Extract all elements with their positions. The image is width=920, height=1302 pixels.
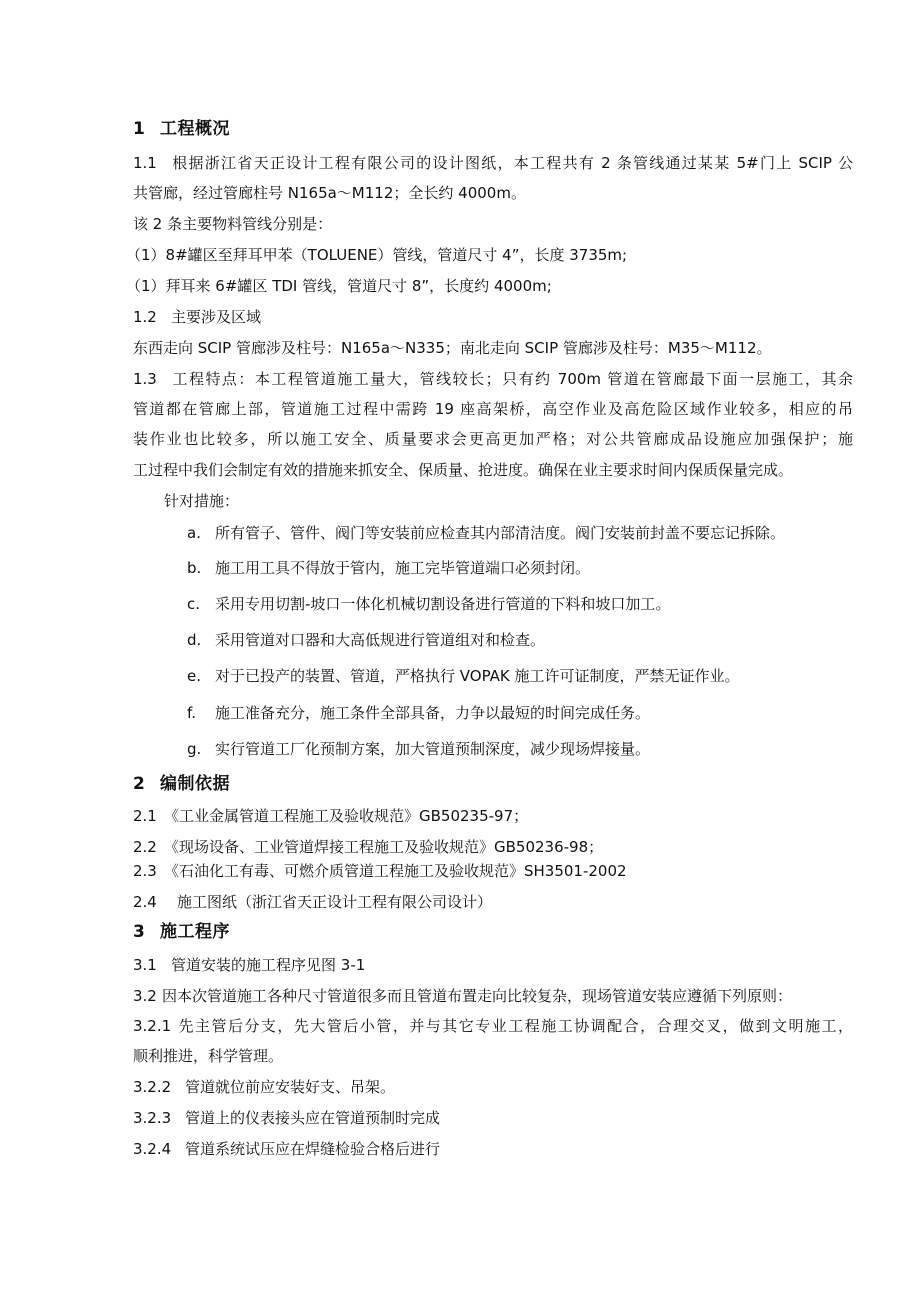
clause-number: 1.1 xyxy=(133,154,157,172)
section-number: 2 xyxy=(133,774,146,794)
clause-text: 主要涉及区域 xyxy=(171,308,262,326)
measure-letter: c. xyxy=(187,595,201,613)
measure-text: 施工准备充分，施工条件全部具备，力争以最短的时间完成任务。 xyxy=(215,704,651,722)
section-3-heading xyxy=(133,922,853,942)
clause-number: 2.2 xyxy=(133,838,157,856)
measures-label: 针对措施： xyxy=(164,492,240,510)
paragraph-1-3-line-3: 装作业也比较多，所以施工安全、质量要求会更高更加严格；对公共管廊成品设施应加强保护；施 xyxy=(133,430,853,448)
reference-item xyxy=(133,806,853,826)
clause-text: 管道就位前应安装好支、吊架。 xyxy=(185,1078,396,1096)
reference-item xyxy=(133,892,853,912)
clause-number: 3.1 xyxy=(133,956,157,974)
procedure-item xyxy=(133,1077,853,1097)
measure-item xyxy=(187,666,907,686)
clause-text: 根据浙江省天正设计工程有限公司的设计图纸，本工程共有 2 条管线通过某某 5#门上 SCIP 公 xyxy=(171,154,853,172)
clause-text: 《石油化工有毒、可燃介质管道工程施工及验收规范》SH3501-2002 xyxy=(164,862,627,880)
procedure-item xyxy=(133,1139,853,1159)
paragraph-1-1-line-1 xyxy=(133,153,853,173)
clause-text: 施工图纸（浙江省天正设计工程有限公司设计） xyxy=(177,893,493,911)
measure-text: 采用专用切割-坡口一体化机械切割设备进行管道的下料和坡口加工。 xyxy=(215,595,671,613)
clause-text: 管道系统试压应在焊缝检验合格后进行 xyxy=(185,1140,441,1158)
clause-number: 3.2.2 xyxy=(133,1078,172,1096)
clause-text: 管道上的仪表接头应在管道预制时完成 xyxy=(185,1109,441,1127)
section-1-heading xyxy=(133,119,853,139)
pipeline-intro: 该 2 条主要物料管线分别是： xyxy=(133,215,333,233)
clause-number: 2.3 xyxy=(133,862,157,880)
measure-letter: d. xyxy=(187,631,202,649)
section-title: 工程概况 xyxy=(160,119,230,139)
section-2-heading xyxy=(133,774,853,794)
paragraph-1-3-line-1 xyxy=(133,369,853,389)
procedure-item xyxy=(133,986,853,1006)
reference-item xyxy=(133,861,853,881)
clause-text: 工程特点：本工程管道施工量大，管线较长；只有约 700m 管道在管廊最下面一层施工，其余 xyxy=(171,370,853,388)
clause-text: 《工业金属管道工程施工及验收规范》GB50235-97； xyxy=(164,807,529,825)
measure-text: 采用管道对口器和大高低规进行管道组对和检查。 xyxy=(215,631,546,649)
measure-text: 对于已投产的装置、管道，严格执行 VOPAK 施工许可证制度，严禁无证作业。 xyxy=(215,667,740,685)
paragraph-1-3-line-4: 工过程中我们会制定有效的措施来抓安全、保质量、抢进度。确保在业主要求时间内保质保量完成。 xyxy=(133,461,794,479)
clause-number: 3.2 xyxy=(133,987,157,1005)
clause-number: 1.2 xyxy=(133,308,157,326)
clause-number: 3.2.1 xyxy=(133,1017,172,1035)
section-number: 1 xyxy=(133,119,146,139)
clause-number: 2.1 xyxy=(133,807,157,825)
section-title: 编制依据 xyxy=(160,774,230,794)
measure-item xyxy=(187,703,907,723)
measure-item xyxy=(187,630,907,650)
section-title: 施工程序 xyxy=(160,922,230,942)
measure-item xyxy=(187,739,907,759)
section-number: 3 xyxy=(133,922,146,942)
procedure-item xyxy=(133,1108,853,1128)
pipeline-line-2: （1）拜耳来 6#罐区 TDI 管线，管道尺寸 8”，长度约 4000m; xyxy=(126,277,552,295)
measure-letter: a. xyxy=(187,524,201,542)
clause-number: 3.2.3 xyxy=(133,1109,172,1127)
measure-letter: f. xyxy=(187,704,196,722)
clause-text: 管道安装的施工程序见图 3-1 xyxy=(171,956,366,974)
procedure-item-continuation: 顺利推进，科学管理。 xyxy=(133,1047,284,1065)
measure-text: 所有管子、管件、阀门等安装前应检查其内部清洁度。阀门安装前封盖不要忘记拆除。 xyxy=(215,524,786,542)
clause-text: 先主管后分支，先大管后小管，并与其它专业工程施工协调配合，合理交叉，做到文明施工， xyxy=(177,1017,853,1035)
measure-letter: b. xyxy=(187,559,202,577)
paragraph-1-2 xyxy=(133,307,853,327)
measure-text: 施工用工具不得放于管内，施工完毕管道端口必须封闭。 xyxy=(215,559,591,577)
paragraph-1-3-line-2: 管道都在管廊上部，管道施工过程中需跨 19 座高架桥，高空作业及高危险区域作业较多，相应的吊 xyxy=(133,400,853,418)
pipeline-line-1: （1）8#罐区至拜耳甲苯（TOLUENE）管线，管道尺寸 4”，长度 3735m; xyxy=(126,246,628,264)
measure-text: 实行管道工厂化预制方案，加大管道预制深度，减少现场焊接量。 xyxy=(215,740,651,758)
paragraph-1-2-detail: 东西走向 SCIP 管廊涉及柱号：N165a～N335；南北走向 SCIP 管廊涉及柱号：M35～M112。 xyxy=(133,339,772,357)
clause-text: 因本次管道施工各种尺寸管道很多而且管道布置走向比较复杂，现场管道安装应遵循下列原则： xyxy=(162,987,793,1005)
measure-item xyxy=(187,523,907,543)
clause-number: 1.3 xyxy=(133,370,157,388)
measure-letter: e. xyxy=(187,667,201,685)
clause-text: 《现场设备、工业管道焊接工程施工及验收规范》GB50236-98； xyxy=(164,838,604,856)
clause-number: 2.4 xyxy=(133,893,157,911)
procedure-item xyxy=(133,1016,853,1036)
measure-item xyxy=(187,558,907,578)
measure-item xyxy=(187,594,907,614)
procedure-item xyxy=(133,955,853,975)
reference-item xyxy=(133,837,853,857)
clause-number: 3.2.4 xyxy=(133,1140,172,1158)
measure-letter: g. xyxy=(187,740,202,758)
paragraph-1-1-line-2: 共管廊，经过管廊柱号 N165a～M112；全长约 4000m。 xyxy=(133,184,526,202)
